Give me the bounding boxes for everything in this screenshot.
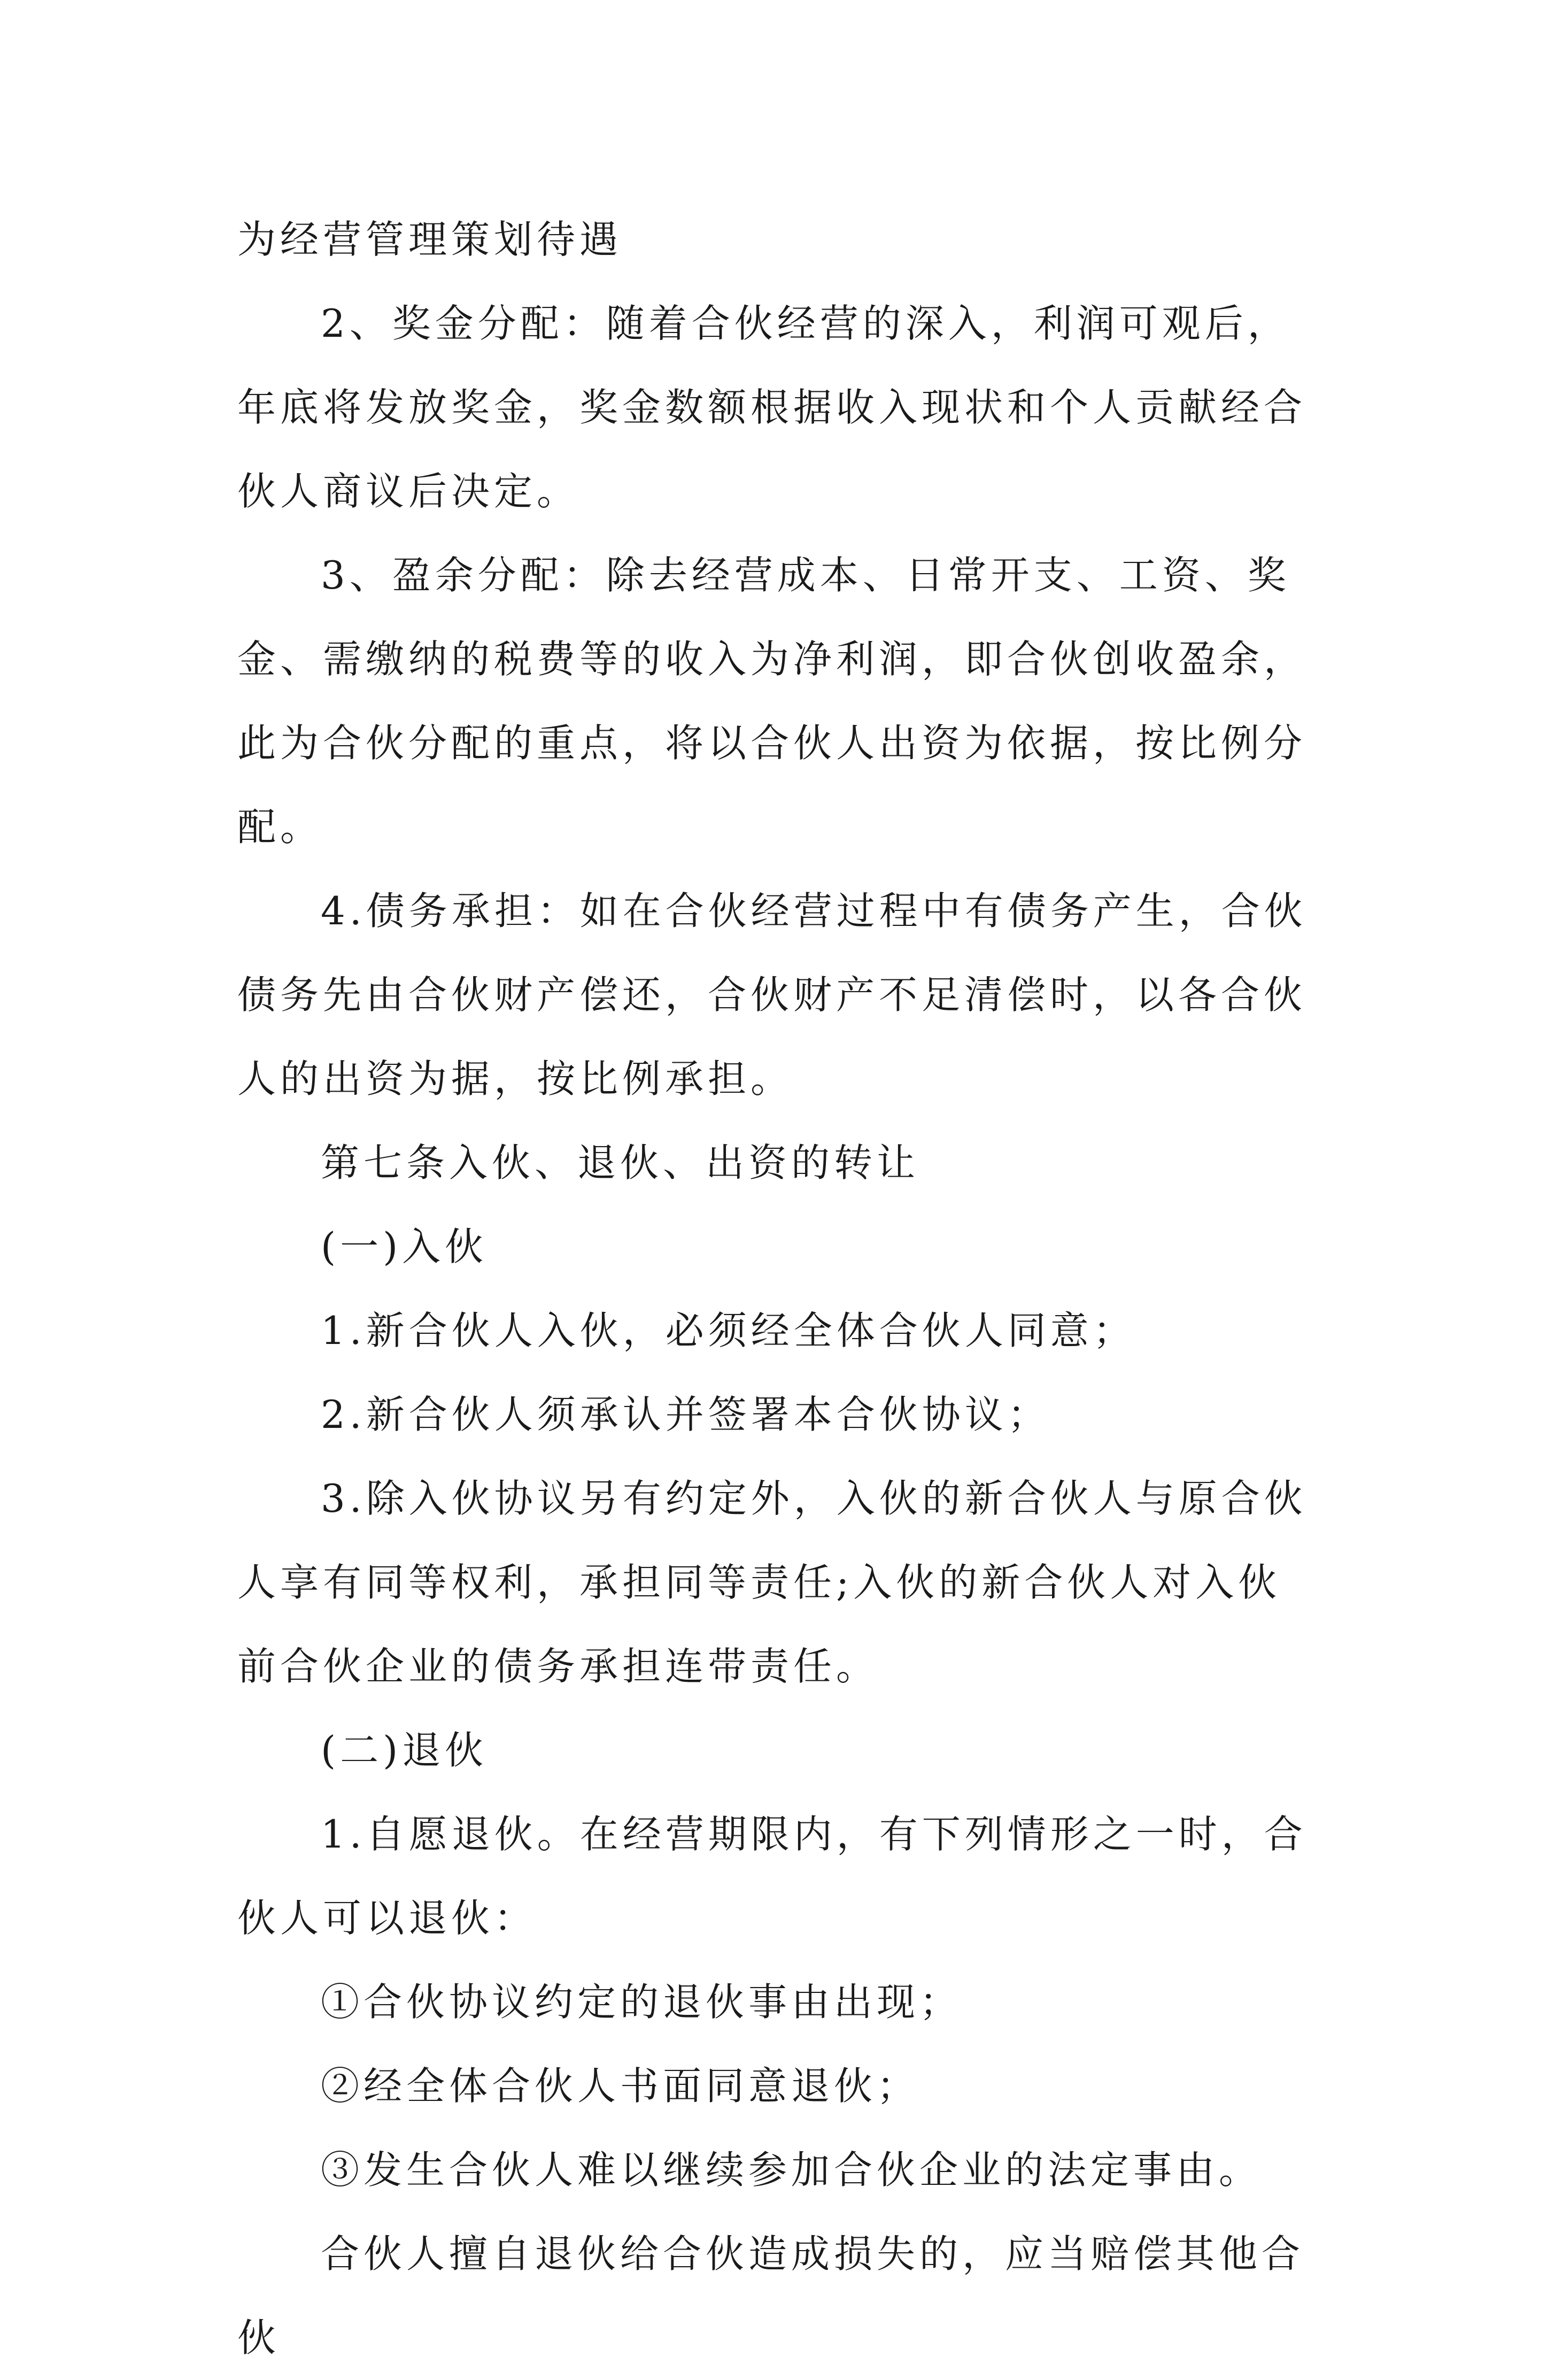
list-item: ③发生合伙人难以继续参加合伙企业的法定事由。: [321, 2147, 1262, 2192]
list-item: 2.新合伙人须承认并签署本合伙协议；: [321, 1392, 1050, 1437]
section-heading-joining: (一)入伙: [321, 1224, 488, 1269]
document-body: [237, 198, 1312, 2380]
article-heading: 第七条入伙、退伙、出资的转让: [321, 1140, 920, 1185]
list-item: ②经全体合伙人书面同意退伙；: [321, 2064, 920, 2108]
list-item: 1.自愿退伙。在经营期限内，有下列情形之一时，合伙人可以退伙：: [237, 1812, 1307, 1941]
paragraph-surplus-distribution: 3、盈余分配：除去经营成本、日常开支、工资、奖金、需缴纳的税费等的收入为净利润，即合伙创收盈余，此为合伙分配的重点，将以合伙人出资为依据，按比例分配。: [237, 553, 1307, 849]
paragraph-bonus-distribution: 2、奖金分配：随着合伙经营的深入，利润可观后，年底将发放奖金，奖金数额根据收入现状和个人贡献经合伙人商议后决定。: [237, 301, 1307, 514]
list-item: ①合伙协议约定的退伙事由出现；: [321, 1980, 963, 2024]
list-item: 1.新合伙人入伙，必须经全体合伙人同意；: [321, 1308, 1136, 1353]
list-item: 3.除入伙协议另有约定外，入伙的新合伙人与原合伙人享有同等权利，承担同等责任;入伙的新合伙人对入伙前合伙企业的债务承担连带责任。: [237, 1476, 1307, 1689]
paragraph-continuation: 为经营管理策划待遇: [237, 217, 623, 262]
paragraph-unauthorized-withdrawal: 合伙人擅自退伙给合伙造成损失的，应当赔偿其他合伙: [237, 2231, 1305, 2360]
section-heading-withdrawal: (二)退伙: [321, 1728, 488, 1773]
paragraph-debt-liability: 4.债务承担：如在合伙经营过程中有债务产生，合伙债务先由合伙财产偿还，合伙财产不足清偿时，以各合伙人的出资为据，按比例承担。: [237, 888, 1307, 1101]
